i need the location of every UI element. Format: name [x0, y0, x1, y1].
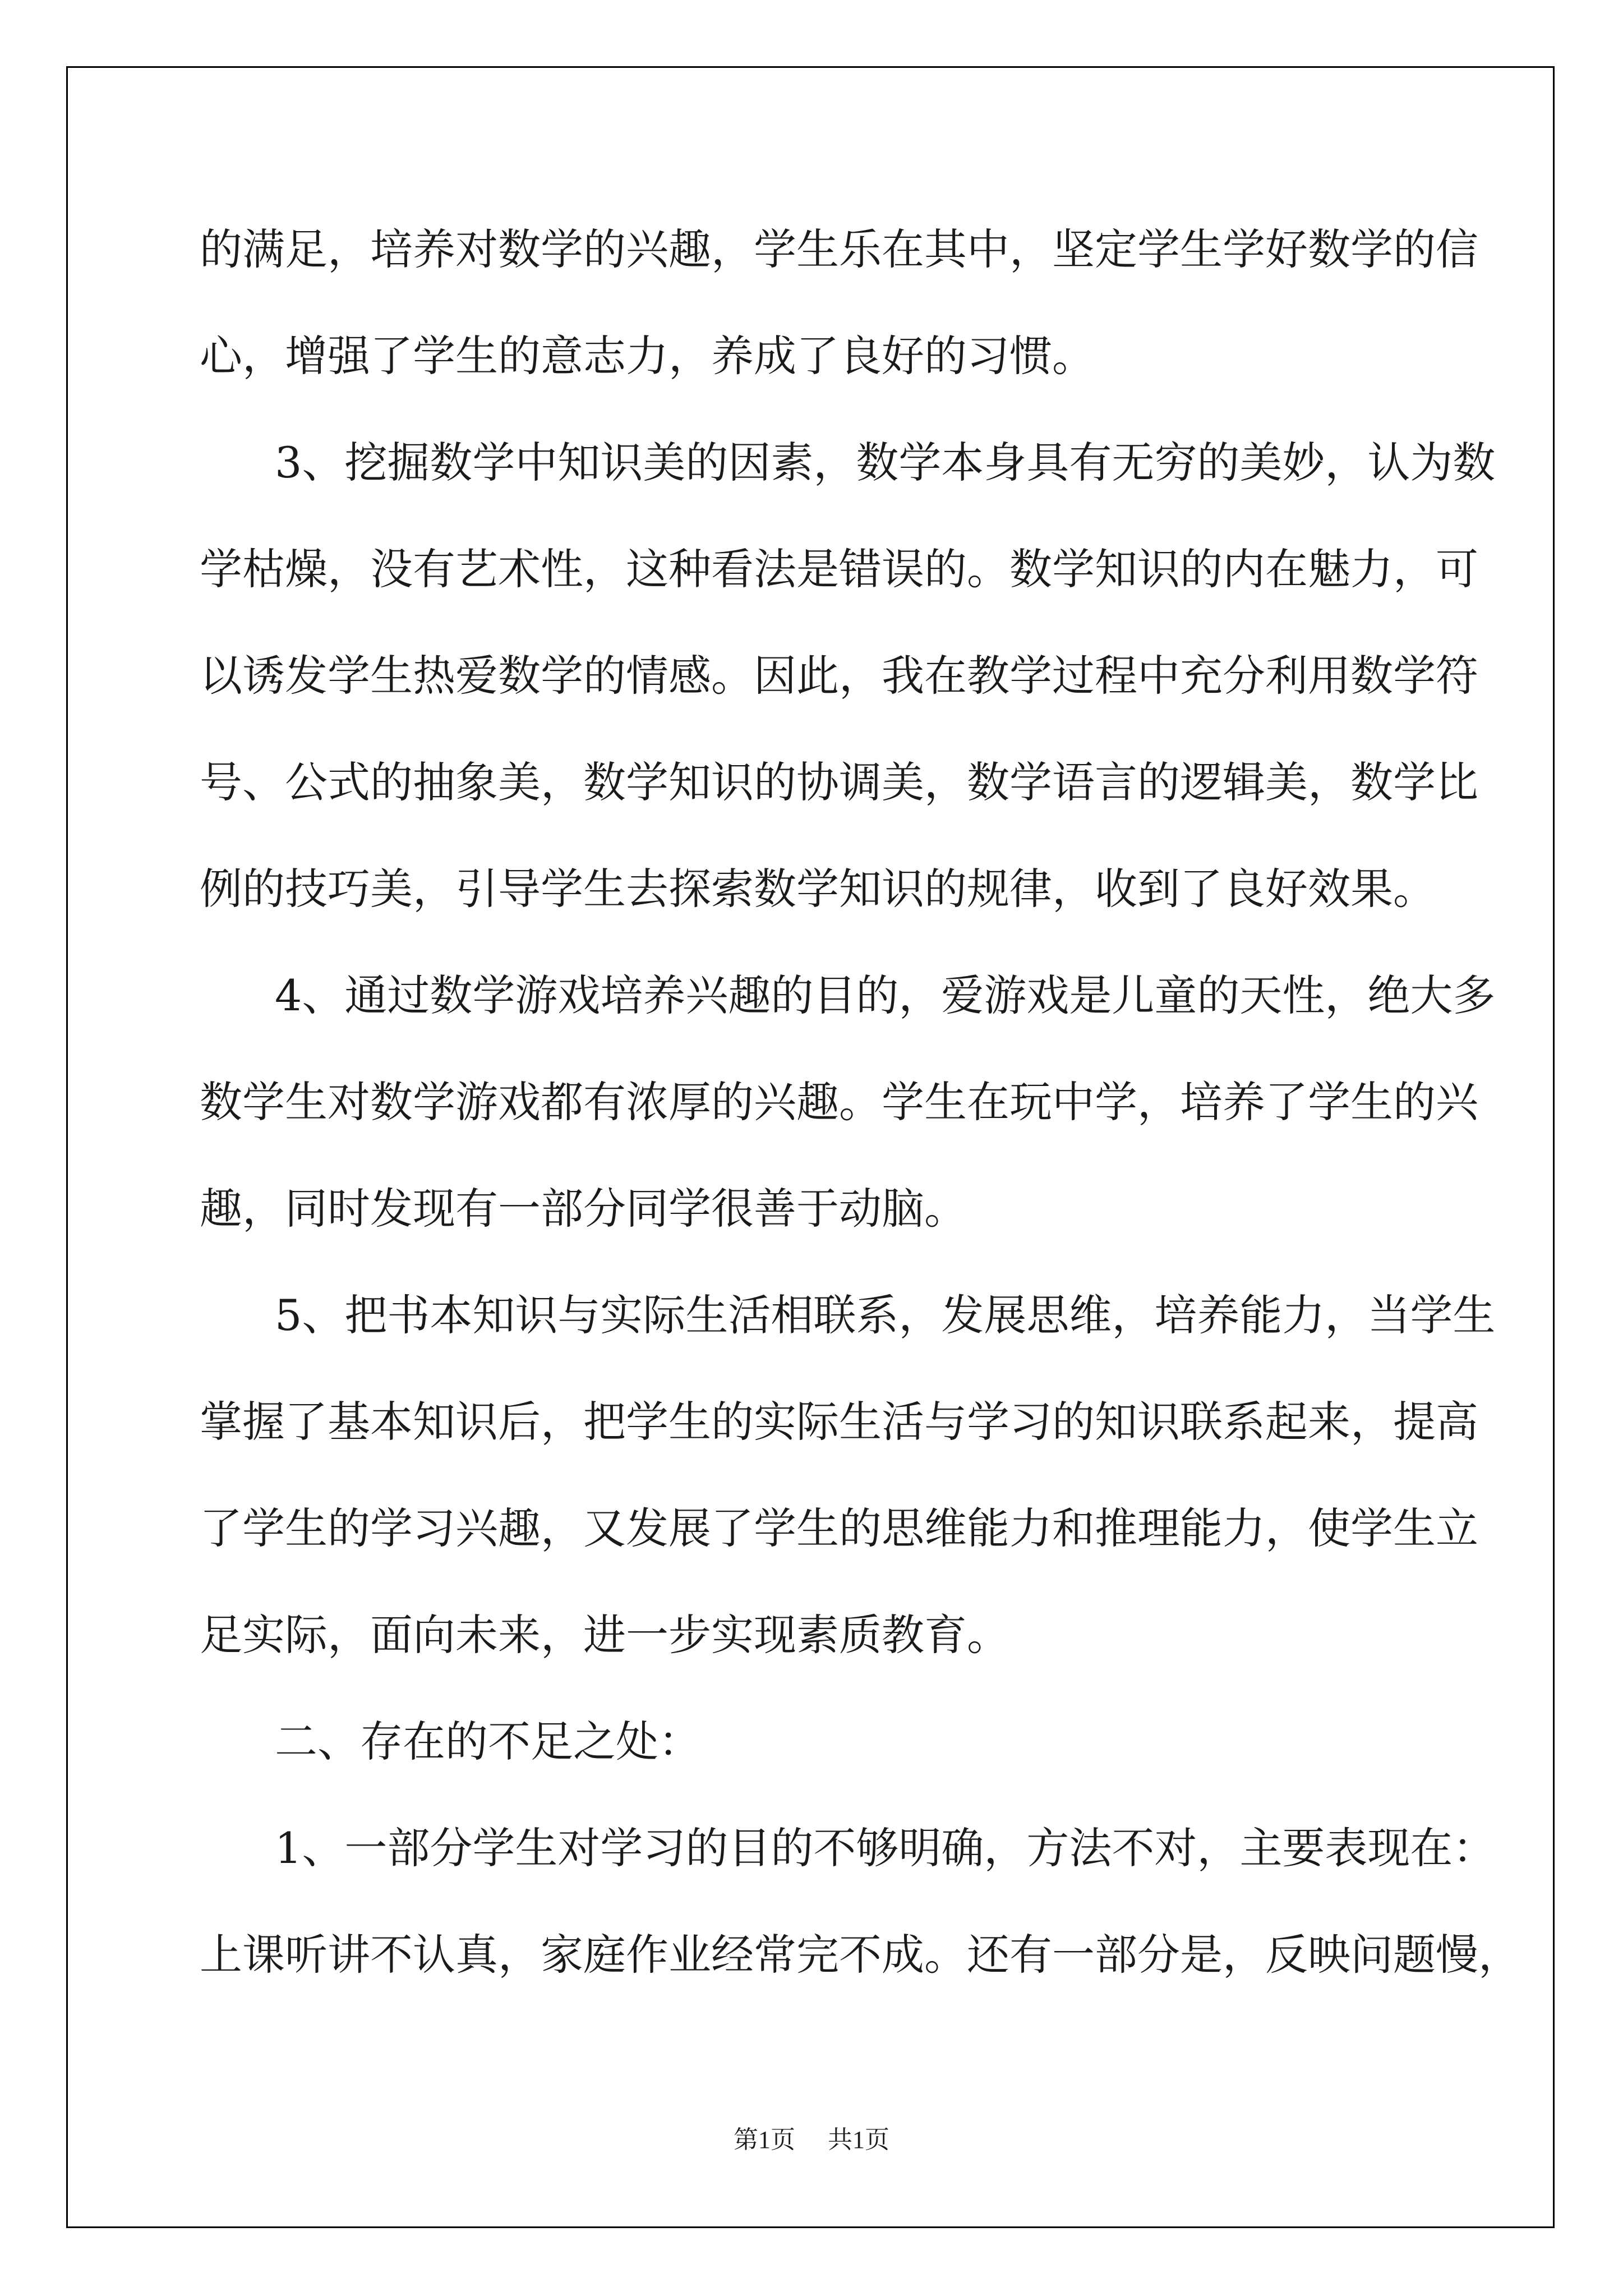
text-line: 号、公式的抽象美，数学知识的协调美，数学语言的逻辑美，数学比	[200, 757, 1478, 807]
text-line: 趣，同时发现有一部分同学很善于动脑。	[200, 1184, 967, 1234]
text-line: 3、挖掘数学中知识美的因素，数学本身具有无穷的美妙，认为数	[275, 438, 1496, 487]
text-line: 上课听讲不认真，家庭作业经常完不成。还有一部分是，反映问题慢，	[200, 1930, 1521, 1980]
text-line: 例的技巧美，引导学生去探索数学知识的规律，收到了良好效果。	[200, 864, 1436, 914]
text-line: 了学生的学习兴趣，又发展了学生的思维能力和推理能力，使学生立	[200, 1503, 1478, 1553]
text-line: 掌握了基本知识后，把学生的实际生活与学习的知识联系起来，提高	[200, 1397, 1478, 1447]
page-total: 共1页	[828, 2126, 889, 2154]
text-line: 学枯燥，没有艺术性，这种看法是错误的。数学知识的内在魅力，可	[200, 544, 1478, 594]
section-heading: 二、存在的不足之处：	[275, 1717, 701, 1766]
page-number: 第1页	[734, 2126, 795, 2154]
text-line: 心，增强了学生的意志力，养成了良好的习惯。	[200, 331, 1095, 381]
text-line: 足实际，面向未来，进一步实现素质教育。	[200, 1610, 1009, 1660]
text-line: 5、把书本知识与实际生活相联系，发展思维，培养能力，当学生	[275, 1290, 1496, 1340]
text-line: 数学生对数学游戏都有浓厚的兴趣。学生在玩中学，培养了学生的兴	[200, 1077, 1478, 1127]
page-footer	[0, 2123, 1623, 2157]
text-line: 1、一部分学生对学习的目的不够明确，方法不对，主要表现在：	[275, 1823, 1496, 1873]
page-border	[66, 66, 1555, 2228]
text-line: 的满足，培养对数学的兴趣，学生乐在其中，坚定学生学好数学的信	[200, 224, 1478, 274]
text-line: 以诱发学生热爱数学的情感。因此，我在教学过程中充分利用数学符	[200, 651, 1478, 701]
text-line: 4、通过数学游戏培养兴趣的目的，爱游戏是儿童的天性，绝大多	[275, 970, 1496, 1020]
